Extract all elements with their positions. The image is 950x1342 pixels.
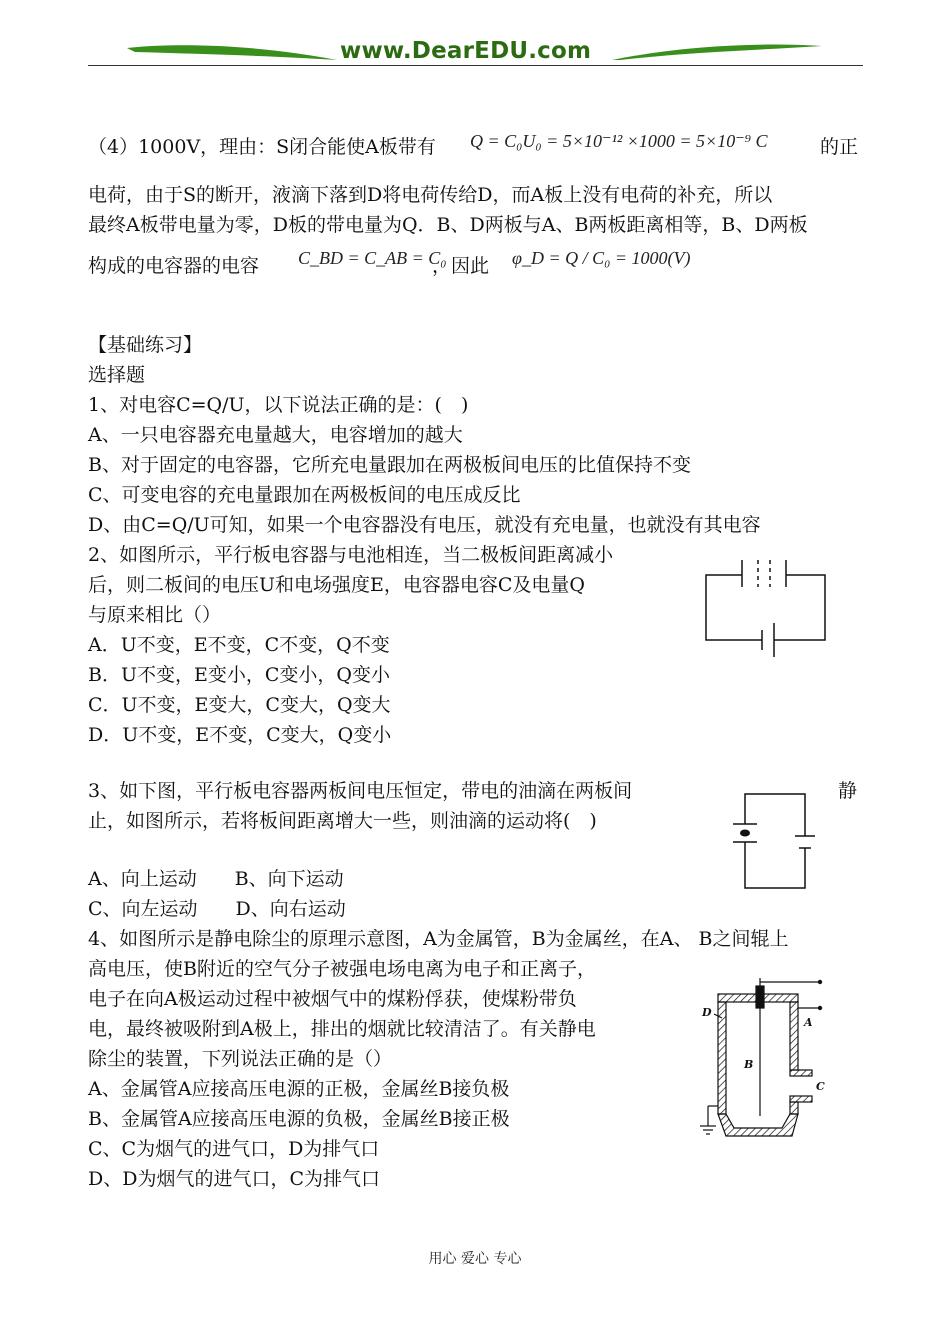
q4-stem-3: 电子在向A极运动过程中被烟气中的煤粉俘获，使煤粉带负	[88, 988, 577, 1010]
answer-line-4a: 构成的电容器的电容	[88, 255, 260, 277]
q2-stem-3: 与原来相比（）	[88, 604, 222, 626]
q3-circuit-diagram	[725, 790, 825, 895]
q3-options-row-2: C、向左运动 D、向右运动	[88, 898, 346, 920]
answer-formula-c: C_BD = C_AB = C₀	[298, 248, 447, 268]
answer-formula-q: Q = C₀U₀ = 5×10⁻¹² ×1000 = 5×10⁻⁹ C	[470, 131, 768, 151]
q4-option-c: C、C为烟气的进气口，D为排气口	[88, 1138, 380, 1160]
answer-line-1b: 的正	[820, 136, 859, 158]
q4-option-d: D、D为烟气的进气口，C为排气口	[88, 1168, 381, 1190]
q1-option-c: C、可变电容的充电量跟加在两极板间的电压成反比	[88, 484, 521, 506]
page-footer: 用心 爱心 专心	[428, 1251, 522, 1267]
q4-fig-label-c: C	[816, 1080, 825, 1093]
q3-stem-1: 3、如下图，平行板电容器两板间电压恒定，带电的油滴在两板间	[88, 780, 633, 802]
answer-formula-phi: φ_D = Q / C₀ = 1000(V)	[512, 248, 691, 268]
answer-line-2: 电荷，由于S的断开，液滴下落到D将电荷传给D，而A板上没有电荷的补充，所以	[88, 184, 773, 206]
q3-stem-1-end: 静	[838, 780, 858, 802]
q4-stem-2: 高电压，使B附近的空气分子被强电场电离为电子和正离子，	[88, 958, 596, 980]
q2-option-b: B．U不变，E变小，C变小，Q变小	[88, 664, 390, 686]
header-swoosh-left	[125, 38, 340, 68]
section-subtitle: 选择题	[88, 364, 146, 386]
q4-stem-5: 除尘的装置，下列说法正确的是（）	[88, 1048, 393, 1070]
answer-line-1a: （4）1000V，理由：S闭合能使A板带有	[88, 136, 436, 158]
q4-option-a: A、金属管A应接高压电源的正极，金属丝B接负极	[88, 1078, 510, 1100]
q2-option-a: A．U不变，E不变，C不变，Q不变	[88, 634, 390, 656]
q1-option-b: B、对于固定的电容器，它所充电量跟加在两极板间电压的比值保持不变	[88, 454, 691, 476]
q1-stem: 1、对电容C=Q/U，以下说法正确的是：( )	[88, 394, 469, 416]
q1-option-a: A、一只电容器充电量越大，电容增加的越大	[88, 424, 463, 446]
q4-fig-label-b: B	[744, 1058, 754, 1071]
q3-stem-2: 止，如图所示，若将板间距离增大一些，则油滴的运动将( )	[88, 810, 597, 832]
site-logo: www.DearEDU.com	[340, 38, 592, 64]
section-title: 【基础练习】	[88, 334, 203, 356]
q4-stem-1: 4、如图所示是静电除尘的原理示意图，A为金属管，B为金属丝，在A、 B之间辊上	[88, 928, 789, 950]
q4-stem-4: 电，最终被吸附到A极上，排出的烟就比较清洁了。有关静电	[88, 1018, 596, 1040]
header-rule	[88, 65, 863, 66]
header-swoosh-right	[610, 38, 825, 68]
q4-precipitator-diagram	[700, 978, 830, 1143]
q2-stem-2: 后，则二板间的电压U和电场强度E，电容器电容C及电量Q	[88, 574, 585, 596]
q2-stem-1: 2、如图所示，平行板电容器与电池相连，当二极板间距离减小	[88, 544, 614, 566]
answer-line-4b: ，因此	[432, 255, 490, 277]
q2-circuit-diagram	[700, 555, 830, 660]
q1-option-d: D、由C=Q/U可知，如果一个电容器没有电压，就没有充电量，也就没有其电容	[88, 514, 761, 536]
q4-fig-label-d: D	[702, 1006, 712, 1019]
q3-options-row-1: A、向上运动 B、向下运动	[88, 868, 344, 890]
q4-fig-label-a: A	[804, 1016, 813, 1029]
q4-option-b: B、金属管A应接高压电源的负极，金属丝B接正极	[88, 1108, 510, 1130]
answer-line-3: 最终A板带电量为零，D板的带电量为Q．B、D两板与A、B两板距离相等，B、D两板	[88, 214, 808, 236]
q2-option-d: D．U不变，E不变，C变大，Q变小	[88, 724, 392, 746]
q2-option-c: C．U不变，E变大，C变大，Q变大	[88, 694, 391, 716]
